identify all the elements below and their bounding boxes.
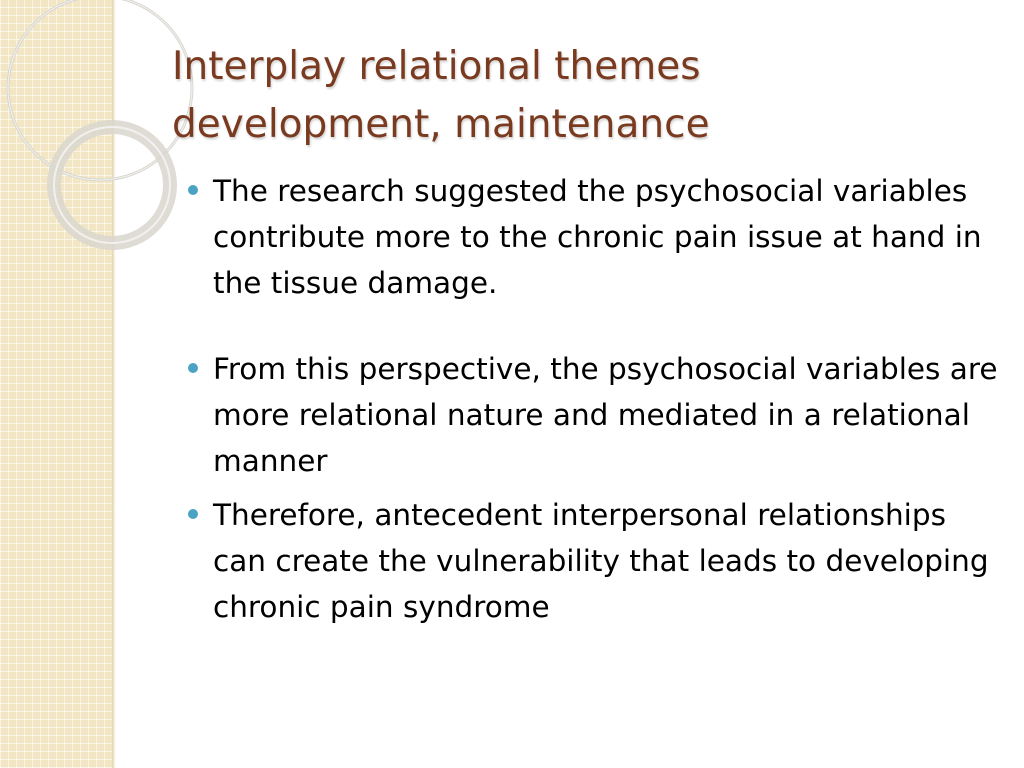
bullet-item [188, 168, 998, 306]
bullet-dot-icon [188, 363, 198, 373]
bullet-item [188, 492, 998, 630]
bullet-item [188, 346, 998, 484]
slide-title: Interplay relational themes development, maintenance [172, 44, 710, 147]
bullet-list [188, 168, 998, 630]
bullet-text: Therefore, antecedent interpersonal relationships can create the vulnerability that leads to developing chronic pain syndrome [213, 498, 989, 624]
bullet-text: From this perspective, the psychosocial variables are more relational nature and mediated in a relational manner [213, 352, 998, 478]
bullet-dot-icon [188, 509, 198, 519]
bullet-dot-icon [188, 185, 198, 195]
bullet-text: The research suggested the psychosocial variables contribute more to the chronic pain issue at hand in the tissue damage. [213, 174, 982, 300]
